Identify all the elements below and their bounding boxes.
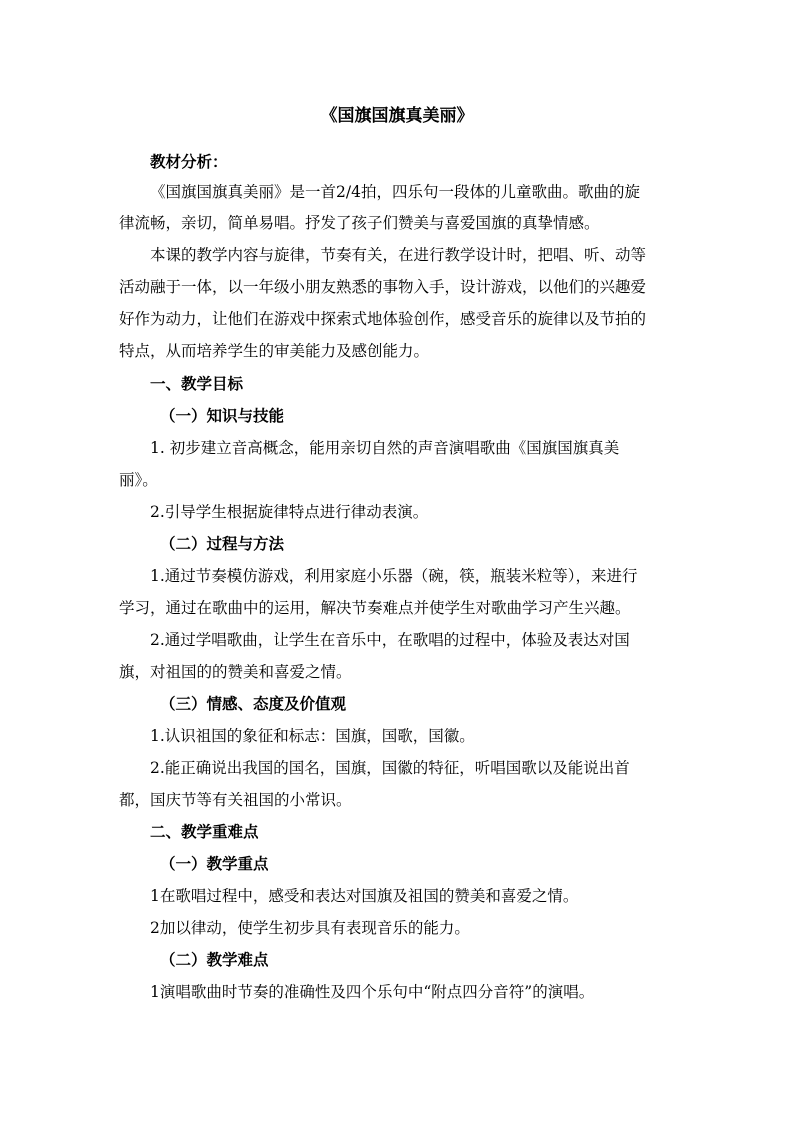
paragraph-line: 1.认识祖国的象征和标志：国旗，国歌，国徽。 <box>150 727 475 745</box>
paragraph-line: 律流畅，亲切，简单易唱。抒发了孩子们赞美与喜爱国旗的真挚情感。 <box>119 214 600 232</box>
paragraph-line: 1演唱歌曲时节奏的准确性及四个乐句中“附点四分音符”的演唱。 <box>150 983 595 1001</box>
paragraph-line: 2.引导学生根据旋律特点进行律动表演。 <box>150 503 429 521</box>
paragraph-line: 本课的教学内容与旋律，节奏有关，在进行教学设计时，把唱、听、动等 <box>150 246 647 264</box>
paragraph-line: 1. 初步建立音高概念，能用亲切自然的声音演唱歌曲《国旗国旗真美 <box>150 439 620 457</box>
paragraph-line: 特点，从而培养学生的审美能力及感创能力。 <box>119 342 430 360</box>
subsection-heading-knowledge: （一）知识与技能 <box>160 406 285 425</box>
paragraph-line: 好作为动力，让他们在游戏中探索式地体验创作，感受音乐的旋律以及节拍的 <box>119 310 647 328</box>
paragraph-line: 都，国庆节等有关祖国的小常识。 <box>119 791 352 809</box>
document-title: 《国旗国旗真美丽》 <box>320 106 474 126</box>
paragraph-line: 2.能正确说出我国的国名，国旗，国徽的特征，听唱国歌以及能说出首 <box>150 759 630 777</box>
subsection-heading-process: （二）过程与方法 <box>160 534 285 553</box>
subsection-heading-emotion: （三）情感、态度及价值观 <box>160 694 347 713</box>
section-heading-analysis: 教材分析： <box>150 152 228 171</box>
paragraph-line: 《国旗国旗真美丽》是一首2/4拍，四乐句一段体的儿童歌曲。歌曲的旋 <box>150 183 640 201</box>
paragraph-line: 1.通过节奏模仿游戏，利用家庭小乐器（碗，筷，瓶装米粒等），来进行 <box>150 567 638 585</box>
paragraph-line: 学习，通过在歌曲中的运用，解决节奏难点并使学生对歌曲学习产生兴趣。 <box>119 599 631 617</box>
paragraph-line: 1在歌唱过程中，感受和表达对国旗及祖国的赞美和喜爱之情。 <box>150 887 579 905</box>
paragraph-line: 丽》。 <box>119 471 158 489</box>
section-heading-goals: 一、教学目标 <box>150 374 244 393</box>
paragraph-line: 2.通过学唱歌曲，让学生在音乐中，在歌唱的过程中，体验及表达对国 <box>150 631 630 649</box>
section-heading-keypoints: 二、教学重难点 <box>150 822 259 841</box>
subsection-heading-key: （一）教学重点 <box>160 854 269 873</box>
paragraph-line: 活动融于一体，以一年级小朋友熟悉的事物入手，设计游戏，以他们的兴趣爱 <box>119 278 647 296</box>
subsection-heading-difficult: （二）教学难点 <box>160 950 269 969</box>
paragraph-line: 旗，对祖国的的赞美和喜爱之情。 <box>119 663 352 681</box>
paragraph-line: 2加以律动，使学生初步具有表现音乐的能力。 <box>150 919 470 937</box>
